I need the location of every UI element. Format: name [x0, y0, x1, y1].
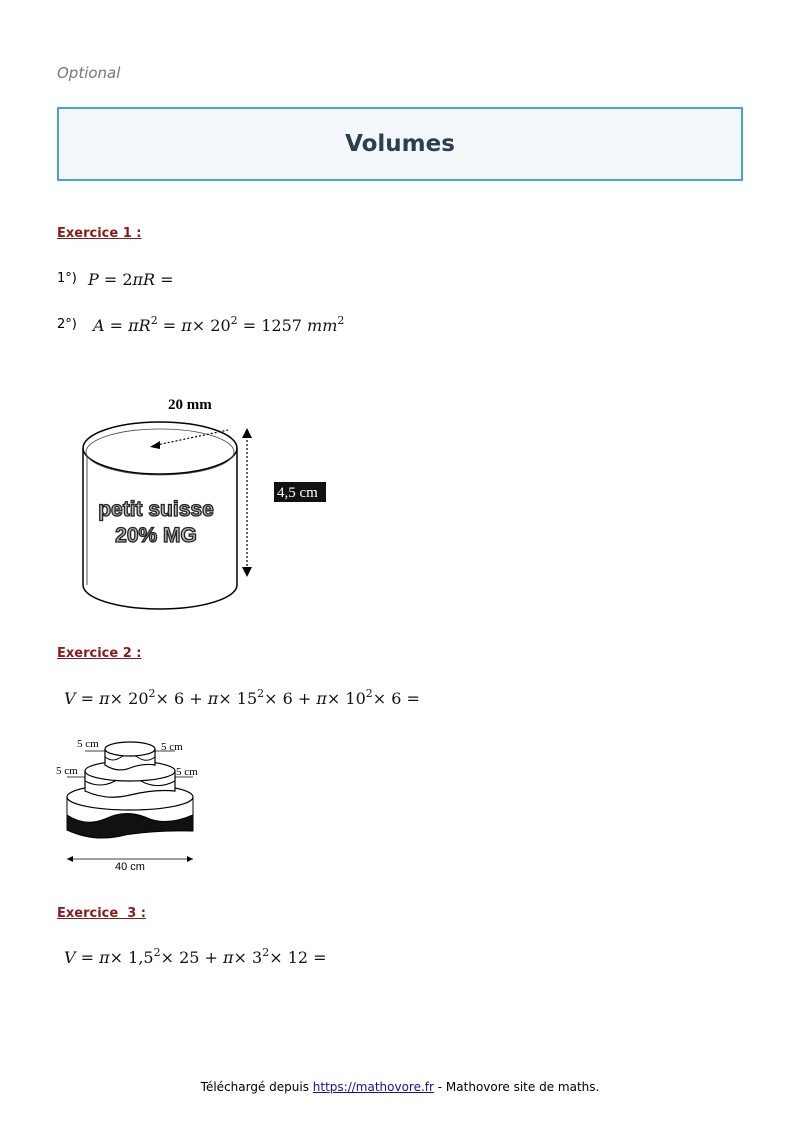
cake-bottom-label: 40 cm	[115, 861, 145, 873]
question-2-number: 2°)	[57, 317, 77, 332]
radius-label: 20 mm	[168, 397, 212, 413]
exercise-2-heading: Exercice 2 :	[57, 646, 142, 661]
cylinder-figure	[70, 390, 340, 615]
title-box	[57, 107, 743, 181]
cake-mid-left-label: 5 cm	[56, 765, 78, 777]
footer	[0, 1080, 800, 1094]
formula-area: $A = \pi R^2 = \pi\times 20^2 = 1257$ $mm^2$	[93, 314, 345, 335]
cake-mid-right-label: 5 cm	[176, 766, 198, 778]
footer-suffix: - Mathovore site de maths.	[433, 1080, 600, 1094]
height-label: 4,5 cm	[277, 485, 318, 501]
page-title: Volumes	[345, 131, 455, 157]
brand-line-1: petit suisse	[98, 498, 214, 521]
footer-prefix: Téléchargé depuis	[200, 1080, 313, 1094]
cake-top-left-label: 5 cm	[77, 738, 99, 750]
cake-top-right-label: 5 cm	[161, 741, 183, 753]
footer-link[interactable]: https://mathovore.fr	[312, 1080, 434, 1094]
exercise-3-heading: Exercice 3 :	[57, 906, 147, 921]
formula-cake-volume: $V = \pi\times 20^2\times 6 + \pi\times 15^2\times 6 + \pi\times 10^2\times 6$ =	[64, 687, 420, 708]
question-1-number: 1°)	[57, 271, 77, 286]
exercise-1-heading: Exercice 1 :	[57, 226, 142, 241]
cake-figure	[55, 735, 215, 875]
formula-perimeter: P = 2πR =	[88, 270, 174, 289]
optional-label: Optional	[57, 64, 121, 82]
formula-volume-3: $V = \pi\times 1,5^2\times 25 + \pi\times 3^2\times 12$ =	[64, 946, 327, 967]
brand-line-2: 20% MG	[115, 524, 197, 547]
